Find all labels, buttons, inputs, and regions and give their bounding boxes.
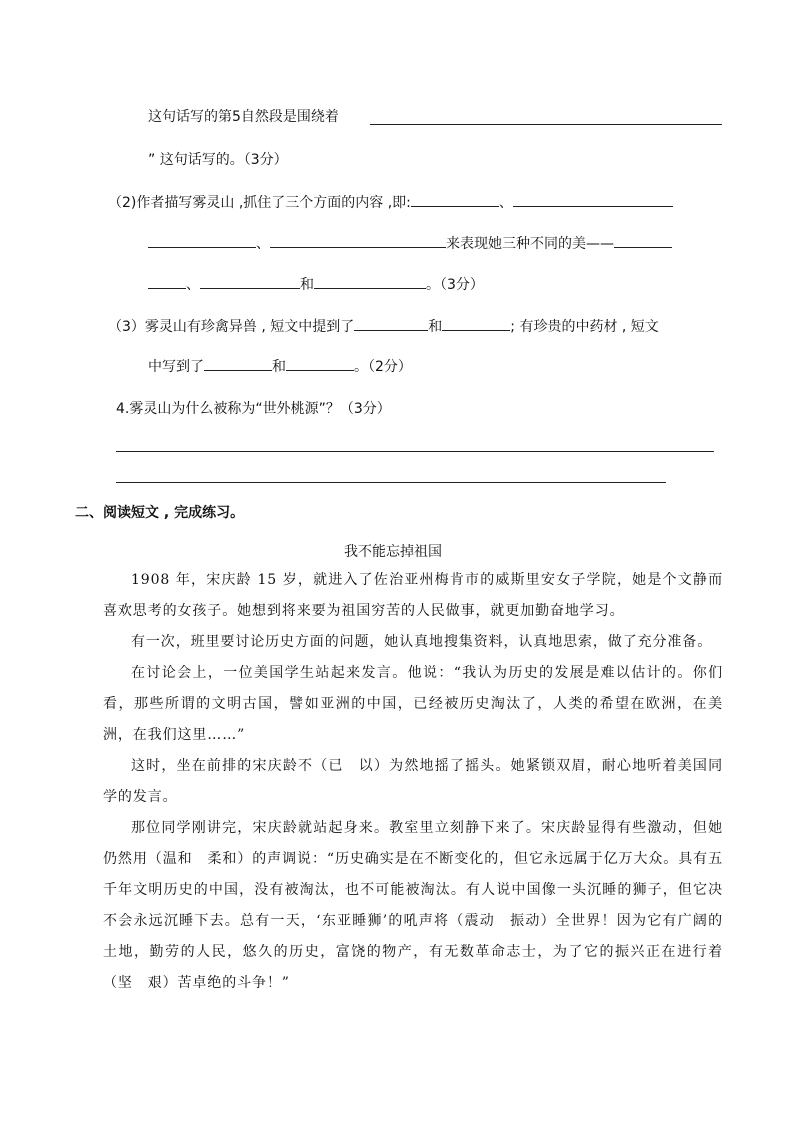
answer-line[interactable] [116, 482, 666, 483]
answer-blank[interactable] [148, 233, 256, 248]
answer-blank[interactable] [204, 356, 272, 371]
section-heading: 二、阅读短文 , 完成练习。 [75, 505, 245, 521]
passage-paragraph: 那位同学刚讲完，宋庆龄就站起身来。教室里立刻静下来了。宋庆龄显得有些激动，但她仍然用（温和 柔和）的声调说：“历史确实是在不断变化的，但它永远属于亿万大众。具有五千年文明历史的中国，没有被淘汰，也不可能被淘汰。有人说中国像一头沉睡的狮子，但它决不会永远沉睡下去。总有一天，‘东亚睡狮’的吼声将（震动 振动）全世界！因为它有广阔的土地，勤劳的人民，悠久的历史，富饶的物产，有无数革命志士，为了它的振兴正在进行着（坚 艰）苦卓绝的斗争！” [103, 820, 723, 991]
passage-title: 我不能忘掉祖国 [344, 544, 442, 560]
sub-question-label: （2) [108, 195, 137, 211]
answer-blank[interactable] [370, 124, 722, 125]
passage-paragraph: 这时，坐在前排的宋庆龄不（已 以）为然地摇了摇头。她紧锁双眉，耐心地听着美国同学的发言。 [103, 758, 723, 805]
q3-2-line2 [148, 233, 672, 253]
q3-3-line2 [148, 356, 412, 376]
question-4 [116, 398, 391, 418]
sub-question-text: 雾灵山有珍禽异兽 , 短文中提到了 [144, 319, 355, 335]
answer-blank[interactable] [442, 316, 510, 331]
answer-blank[interactable] [200, 274, 300, 289]
score: 。（3分） [426, 277, 484, 293]
sub-question-text: 来表现她三种不同的美—— [446, 236, 614, 252]
score: （3分） [243, 152, 288, 168]
question-text: 雾灵山为什么被称为“世外桃源”？（3分） [129, 401, 391, 417]
q3-text: 这句话写的第 [148, 109, 232, 125]
question-number: 4. [116, 401, 130, 417]
q3-sentence-line2 [148, 149, 288, 169]
answer-blank[interactable] [614, 233, 672, 248]
passage-paragraph: 有一次，班里要讨论历史方面的问题，她认真地搜集资料，认真地思索，做了充分准备。 [131, 634, 713, 650]
sub-question-text: 作者描写雾灵山 ,抓住了三个方面的内容 ,即: [136, 195, 411, 211]
answer-blank[interactable] [411, 192, 499, 207]
answer-blank[interactable] [354, 316, 428, 331]
separator: 、 [256, 236, 270, 252]
passage-paragraph: 在讨论会上，一位美国学生站起来发言。他说：“我认为历史的发展是难以估计的。你们看，那些所谓的文明古国，譬如亚洲的中国，已经被历史淘汰了，人类的希望在欧洲，在美洲，在我们这里……” [103, 665, 723, 743]
q3-2-line3 [148, 274, 484, 294]
q3-2-line1 [108, 192, 673, 212]
conjunction: 和 [300, 277, 314, 293]
q3-sentence-line1 [148, 106, 339, 126]
score: 。（2分） [354, 359, 412, 375]
sub-question-text: ; 有珍贵的中药材 , 短文 [510, 319, 659, 335]
q3-text-b: 自然段是围绕着 [240, 109, 339, 125]
q3-paragraph-number: 5 [232, 109, 241, 125]
separator: 、 [498, 195, 513, 211]
sub-question-label: （3） [108, 319, 145, 335]
conjunction: 和 [272, 359, 286, 375]
q3-3-line1 [108, 316, 659, 336]
answer-blank[interactable] [270, 233, 446, 248]
answer-blank[interactable] [314, 274, 426, 289]
separator: 、 [186, 277, 200, 293]
answer-line[interactable] [116, 451, 714, 452]
passage-paragraph: 1908 年，宋庆龄 15 岁，就进入了佐治亚州梅肯市的威斯里安女子学院，她是个文静而喜欢思考的女孩子。她想到将来要为祖国穷苦的人民做事，就更加勤奋地学习。 [103, 572, 723, 619]
answer-blank[interactable] [148, 274, 186, 289]
q3-text-line2: ” 这句话写的。 [148, 152, 244, 168]
answer-blank[interactable] [513, 192, 673, 207]
answer-blank[interactable] [286, 356, 354, 371]
sub-question-text: 中写到了 [148, 359, 204, 375]
conjunction: 和 [428, 319, 443, 335]
